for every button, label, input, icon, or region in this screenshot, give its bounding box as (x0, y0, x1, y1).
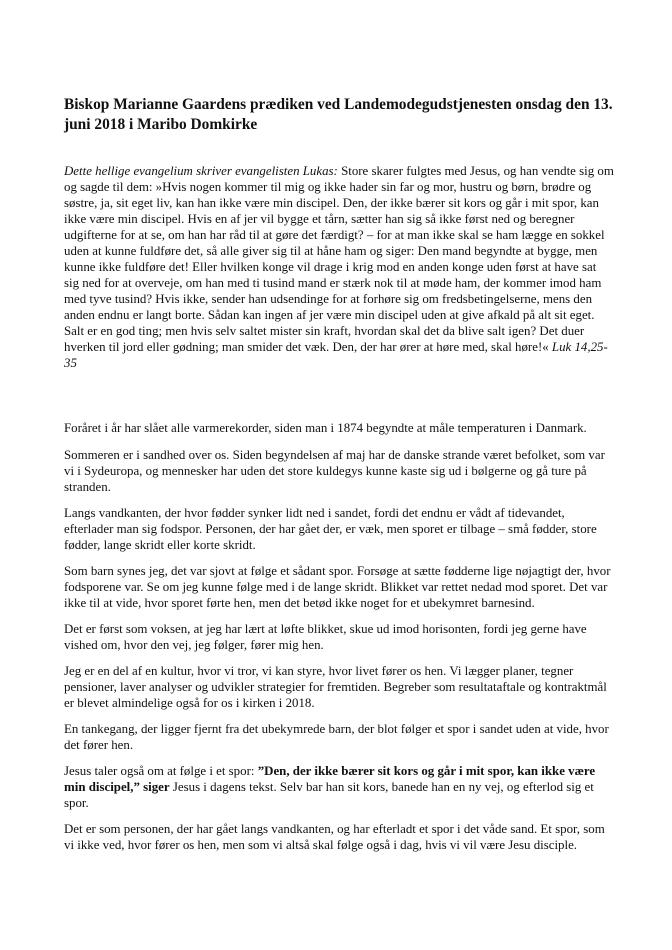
paragraph-2: Sommeren er i sandhed over os. Siden begyndelsen af maj har de danske strande været befolket, som var vi i Sydeuropa, og mennesker har uden det store kuldegys kunne kaste sig ud i bølgerne og gå ture på stranden. (64, 448, 605, 494)
paragraph-jesus (64, 763, 616, 811)
sermon-body (64, 420, 616, 863)
gospel-reading (64, 163, 614, 371)
paragraph-7: En tankegang, der ligger fjernt fra det ubekymrede barn, der blot følger et spor i sandet uden at vide, hvor det fører hen. (64, 722, 609, 752)
page-title: Biskop Marianne Gaardens prædiken ved Landemodegudstjenesten onsdag den 13. juni 2018 i Maribo Domkirke (64, 96, 613, 133)
gospel-text: Store skarer fulgtes med Jesus, og han vendte sig om og sagde til dem: »Hvis nogen kommer til mig og ikke hader sin far og mor, hustru og børn, brødre og søstre, ja, sit eget liv, kan han ikke være min discipel. Den, der ikke bærer sit kors og går i mit spor, kan ikke være min discipel. Hvis en af jer vil bygge et tårn, sætter han sig så ikke først ned og beregner udgifterne for at se, om han har råd til at gøre det færdigt? – for at man ikke skal se ham lægge en sokkel uden at kunne fuldføre det, så alle giver sig til at håne ham og siger: Den mand begyndte at bygge, men kunne ikke fuldføre det! Eller hvilken konge vil drage i krig mod en anden konge uden først at have sat sig ned for at overveje, om han med ti tusind mand er stærk nok til at møde ham, der kommer imod ham med tyve tusind? Hvis ikke, sender han udsendinge for at forhøre sig om fredsbetingelserne, mens den anden endnu er langt borte. Sådan kan ingen af jer være min discipel uden at give afkald på alt sit eget. Salt er en god ting; men hvis selv saltet mister sin kraft, hvordan skal det da blive salt igen? Det duer hverken til jord eller gødning; man smider det væk. Den, der har ører at høre med, skal høre!« (64, 164, 614, 354)
gospel-reference: Luk 14,25-35 (64, 340, 608, 370)
paragraph-3: Langs vandkanten, der hvor fødder synker lidt ned i sandet, fordi det endnu er vådt af tidevandet, efterlader man sig fodspor. Personen, der har gået der, er væk, men sporet er tilbage – små fødder, store fødder, lange skridt eller korte skridt. (64, 506, 597, 552)
jesus-pre: Jesus taler også om at følge i et spor: (64, 764, 258, 778)
paragraph-4: Som barn synes jeg, det var sjovt at følge et sådant spor. Forsøge at sætte fødderne lige nøjagtigt der, hvor fodsporene var. Se om jeg kunne følge med i de lange skridt. Blikket var rettet nedad mod sporet. Det var ikke til at vide, hvor sporet førte hen, men det betød ikke noget for et ubekymret barnesind. (64, 564, 611, 610)
paragraph-last: Det er som personen, der har gået langs vandkanten, og har efterladt et spor i det våde sand. Et spor, som vi ikke ved, hvor fører os hen, men som vi altså skal følge også i dag, hvis vi vil være Jesu disciple. (64, 822, 605, 852)
paragraph-5: Det er først som voksen, at jeg har lært at løfte blikket, skue ud imod horisonten, fordi jeg gerne have vished om, hvor den vej, jeg følger, fører mig hen. (64, 622, 587, 652)
paragraph-6: Jeg er en del af en kultur, hvor vi tror, vi kan styre, hvor livet fører os hen. Vi lægger planer, tegner pensioner, laver analyser og udvikler strategier for fremtiden. Begreber som resultataftale og kontraktmål er blevet almindelige også for os i kirken i 2018. (64, 664, 607, 710)
gospel-lead: Dette hellige evangelium skriver evangelisten Lukas: (64, 164, 338, 178)
jesus-post: Jesus i dagens tekst. Selv bar han sit kors, banede han en ny vej, og efterlod sig et spor. (64, 780, 594, 810)
jesus-quote: ”Den, der ikke bærer sit kors og går i mit spor, kan ikke være min discipel,” siger (64, 764, 596, 794)
paragraph-1: Foråret i år har slået alle varmerekorder, siden man i 1874 begyndte at måle temperaturen i Danmark. (64, 421, 587, 435)
